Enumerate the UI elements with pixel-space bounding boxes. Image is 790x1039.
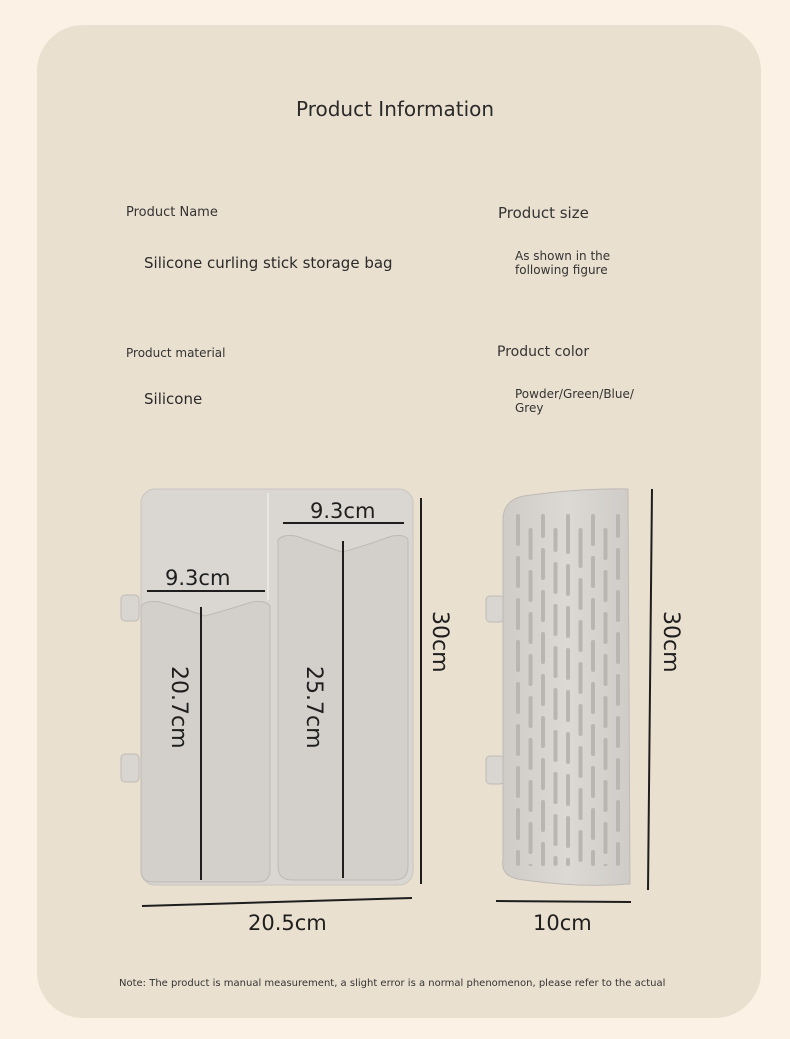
- back-rib: [529, 696, 533, 728]
- back-rib: [604, 654, 608, 686]
- back-rib: [616, 514, 620, 538]
- back-rib: [554, 604, 558, 636]
- back-rib: [529, 570, 533, 602]
- dim-right-pocket-height: 25.7cm: [301, 666, 326, 749]
- back-rib: [604, 528, 608, 560]
- back-rib: [554, 856, 558, 866]
- back-rib: [604, 780, 608, 812]
- back-rib: [554, 814, 558, 846]
- back-rib: [616, 842, 620, 866]
- page-title: Product Information: [296, 97, 495, 121]
- back-rib: [591, 766, 595, 798]
- back-rib: [541, 674, 545, 706]
- back-rib: [541, 842, 545, 866]
- dim-back-height: 30cm: [658, 611, 683, 673]
- back-hook-bottom: [486, 756, 504, 784]
- product-color-value-line1: Powder/Green/Blue/: [515, 387, 634, 401]
- back-rib: [516, 850, 520, 866]
- back-rib: [591, 514, 595, 546]
- back-rib: [579, 704, 583, 736]
- back-rib: [516, 514, 520, 546]
- back-rib: [616, 758, 620, 790]
- back-rib: [566, 606, 570, 638]
- back-rib: [591, 640, 595, 672]
- back-rib: [541, 800, 545, 832]
- back-rib: [516, 724, 520, 756]
- product-material-value: Silicone: [144, 390, 203, 408]
- back-rib: [516, 682, 520, 714]
- back-rib: [529, 822, 533, 854]
- back-rib: [604, 738, 608, 770]
- back-rib: [529, 654, 533, 686]
- dim-left-pocket-height: 20.7cm: [166, 666, 191, 749]
- back-rib: [541, 514, 545, 538]
- product-color-value-line2: Grey: [515, 401, 544, 415]
- back-rib: [516, 598, 520, 630]
- dim-front-height: 30cm: [427, 611, 452, 673]
- back-rib: [516, 640, 520, 672]
- back-rib: [529, 864, 533, 866]
- back-rib: [604, 822, 608, 854]
- back-rib: [579, 578, 583, 610]
- back-rib: [579, 620, 583, 652]
- product-name-value: Silicone curling stick storage bag: [144, 254, 393, 272]
- back-rib: [591, 850, 595, 866]
- back-rib: [554, 562, 558, 594]
- hook-bottom-left: [121, 754, 139, 782]
- back-rib: [579, 830, 583, 862]
- dim-right-pocket-width: 9.3cm: [310, 499, 376, 523]
- back-rib: [579, 746, 583, 778]
- back-rib: [591, 682, 595, 714]
- back-rib: [591, 808, 595, 840]
- back-rib: [604, 864, 608, 866]
- dim-left-pocket-width: 9.3cm: [165, 566, 231, 590]
- product-name-label: Product Name: [126, 205, 218, 220]
- back-rib: [616, 800, 620, 832]
- dim-line-front-width: [142, 898, 412, 906]
- back-rib: [566, 514, 570, 554]
- back-rib: [554, 730, 558, 762]
- back-rib: [566, 732, 570, 764]
- back-rib: [529, 528, 533, 560]
- left-pocket: [141, 602, 270, 883]
- back-rib: [529, 780, 533, 812]
- back-rib: [541, 632, 545, 664]
- back-rib: [566, 774, 570, 806]
- back-rib: [604, 696, 608, 728]
- back-rib: [566, 564, 570, 596]
- product-size-value-line1: As shown in the: [515, 249, 611, 263]
- back-rib: [541, 716, 545, 748]
- back-rib: [604, 612, 608, 644]
- measurement-note: Note: The product is manual measurement, a slight error is a normal phenomenon, please refer to the actual: [119, 978, 666, 989]
- back-rib: [516, 808, 520, 840]
- back-rib: [579, 528, 583, 568]
- back-rib: [516, 766, 520, 798]
- back-rib: [529, 612, 533, 644]
- back-rib: [529, 738, 533, 770]
- product-color-label: Product color: [497, 344, 590, 360]
- back-rib: [554, 646, 558, 678]
- product-material-label: Product material: [126, 346, 226, 360]
- back-view-product: [486, 489, 630, 885]
- back-rib: [566, 858, 570, 866]
- dim-line-back-height: [648, 489, 652, 890]
- back-rib: [591, 724, 595, 756]
- back-rib: [541, 548, 545, 580]
- back-rib: [579, 788, 583, 820]
- dim-line-back-width: [496, 901, 631, 902]
- back-rib: [591, 556, 595, 588]
- back-rib: [554, 688, 558, 720]
- back-rib: [604, 570, 608, 602]
- back-rib: [566, 648, 570, 680]
- back-rib: [516, 556, 520, 588]
- back-rib: [566, 816, 570, 848]
- dim-back-width: 10cm: [533, 911, 592, 935]
- back-rib: [616, 674, 620, 706]
- front-view-product: [121, 489, 413, 885]
- back-rib: [616, 632, 620, 664]
- back-hook-top: [486, 596, 504, 622]
- product-size-value-line2: following figure: [515, 263, 608, 277]
- back-rib: [566, 690, 570, 722]
- back-rib: [554, 528, 558, 552]
- dim-front-width: 20.5cm: [248, 911, 327, 935]
- back-rib: [616, 716, 620, 748]
- back-rib: [554, 772, 558, 804]
- product-size-label: Product size: [498, 204, 589, 222]
- back-rib: [591, 598, 595, 630]
- hook-top-left: [121, 595, 139, 621]
- back-rib: [579, 662, 583, 694]
- back-rib: [616, 548, 620, 580]
- back-rib: [541, 590, 545, 622]
- back-rib: [616, 590, 620, 622]
- back-rib: [541, 758, 545, 790]
